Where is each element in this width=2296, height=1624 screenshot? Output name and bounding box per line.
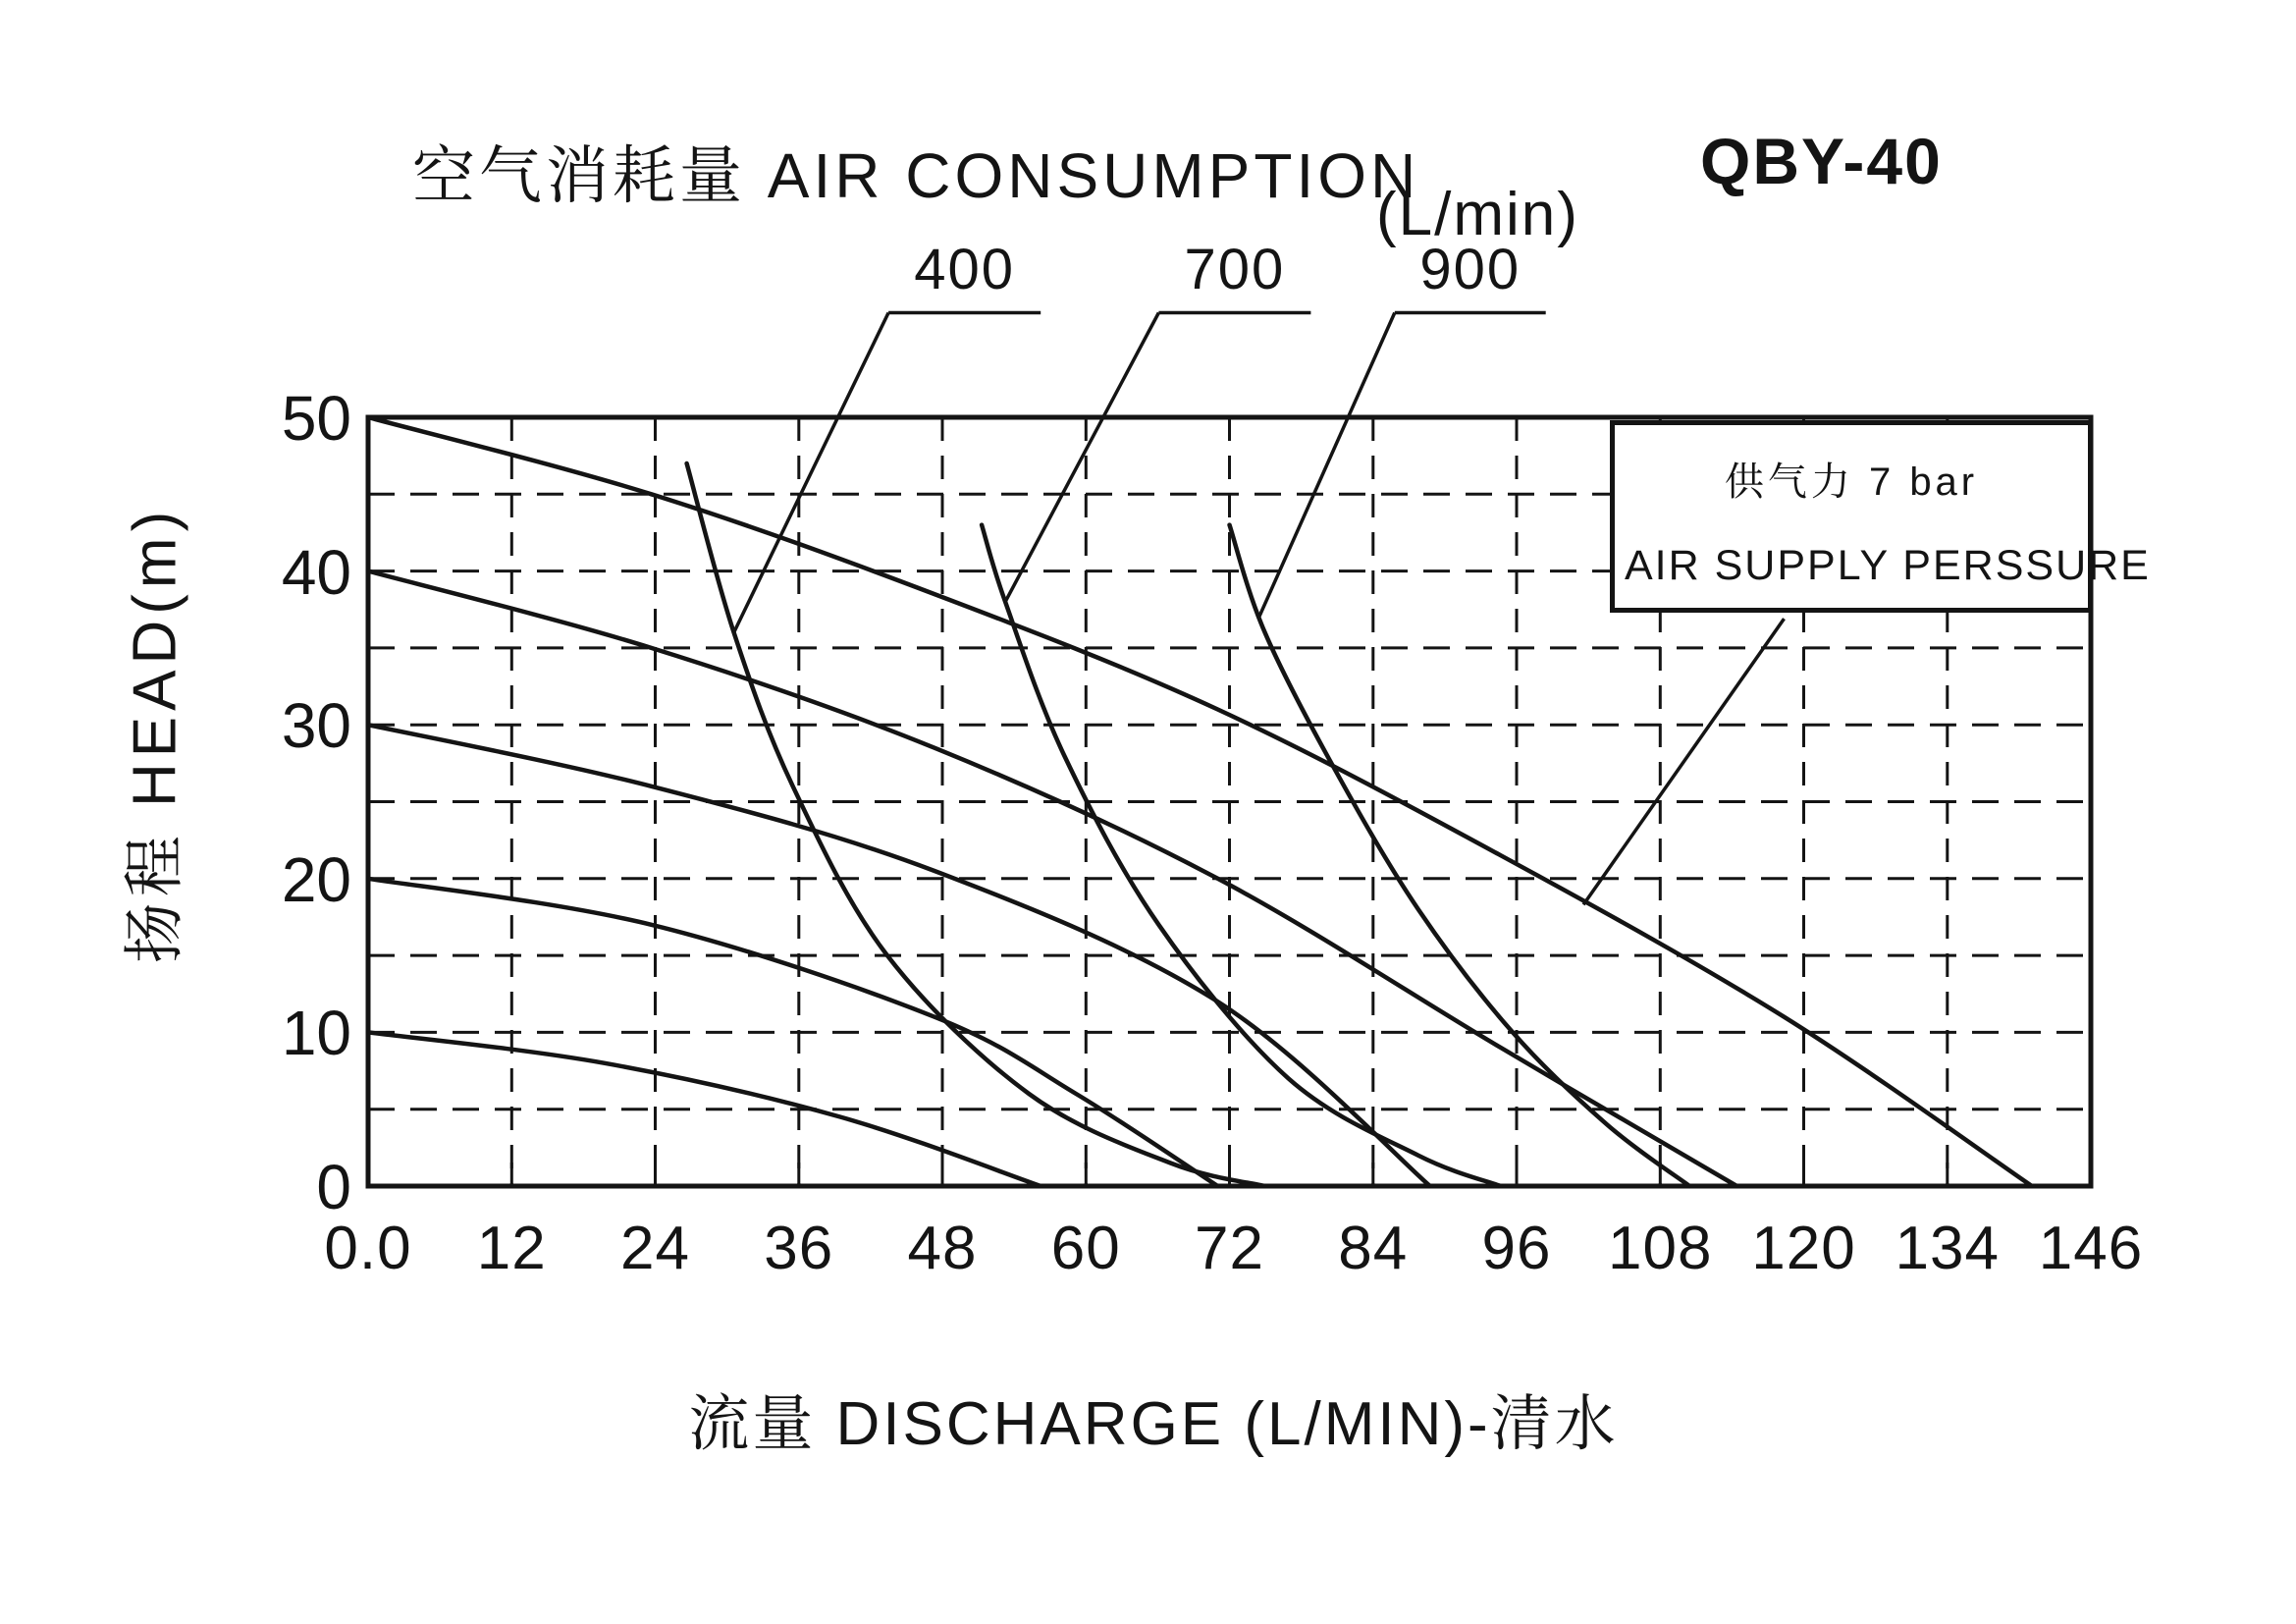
x-tick-label-60: 60 bbox=[1050, 1215, 1121, 1282]
y-tick-label-10: 10 bbox=[281, 998, 351, 1069]
air-consumption-value-900: 900 bbox=[1419, 237, 1522, 301]
leader-line-700 bbox=[1005, 313, 1158, 602]
chart-title: 空气消耗量 AIR CONSUMPTION bbox=[412, 140, 1420, 211]
x-tick-label-72: 72 bbox=[1195, 1215, 1264, 1282]
leader-line-400 bbox=[734, 313, 889, 633]
x-tick-label-96: 96 bbox=[1481, 1215, 1552, 1282]
y-tick-label-0: 0 bbox=[316, 1152, 351, 1222]
y-tick-label-40: 40 bbox=[281, 536, 351, 608]
x-tick-label-146: 146 bbox=[2038, 1215, 2144, 1282]
x-tick-label-0.0: 0.0 bbox=[324, 1215, 412, 1282]
x-tick-label-84: 84 bbox=[1338, 1215, 1409, 1282]
x-tick-label-12: 12 bbox=[476, 1215, 547, 1282]
x-tick-label-120: 120 bbox=[1751, 1215, 1856, 1282]
legend-pressure-cn: 供气力 7 bar bbox=[1724, 460, 1979, 504]
x-tick-label-24: 24 bbox=[620, 1215, 690, 1282]
x-tick-label-108: 108 bbox=[1608, 1215, 1713, 1282]
air-consumption-value-400: 400 bbox=[914, 237, 1016, 301]
air-supply-legend bbox=[1610, 420, 2151, 613]
y-tick-label-20: 20 bbox=[281, 843, 351, 915]
x-tick-label-48: 48 bbox=[907, 1215, 978, 1282]
legend-leader-line bbox=[1583, 619, 1784, 904]
x-axis-label: 流量 DISCHARGE (L/MIN)-清水 bbox=[688, 1390, 1619, 1458]
curve-air-consumption-700 bbox=[982, 525, 1501, 1186]
chart-title-unit: (L/min) bbox=[1376, 181, 1579, 248]
x-tick-label-134: 134 bbox=[1895, 1215, 2000, 1282]
pump-model-label: QBY-40 bbox=[1700, 125, 1943, 197]
y-tick-label-50: 50 bbox=[281, 383, 351, 454]
legend-pressure-en: AIR SUPPLY PERSSURE bbox=[1625, 542, 2151, 589]
air-consumption-value-700: 700 bbox=[1184, 237, 1286, 301]
y-tick-label-30: 30 bbox=[281, 690, 351, 762]
x-tick-label-36: 36 bbox=[764, 1215, 834, 1282]
y-axis-label: 扬程 HEAD(m) bbox=[121, 505, 189, 964]
